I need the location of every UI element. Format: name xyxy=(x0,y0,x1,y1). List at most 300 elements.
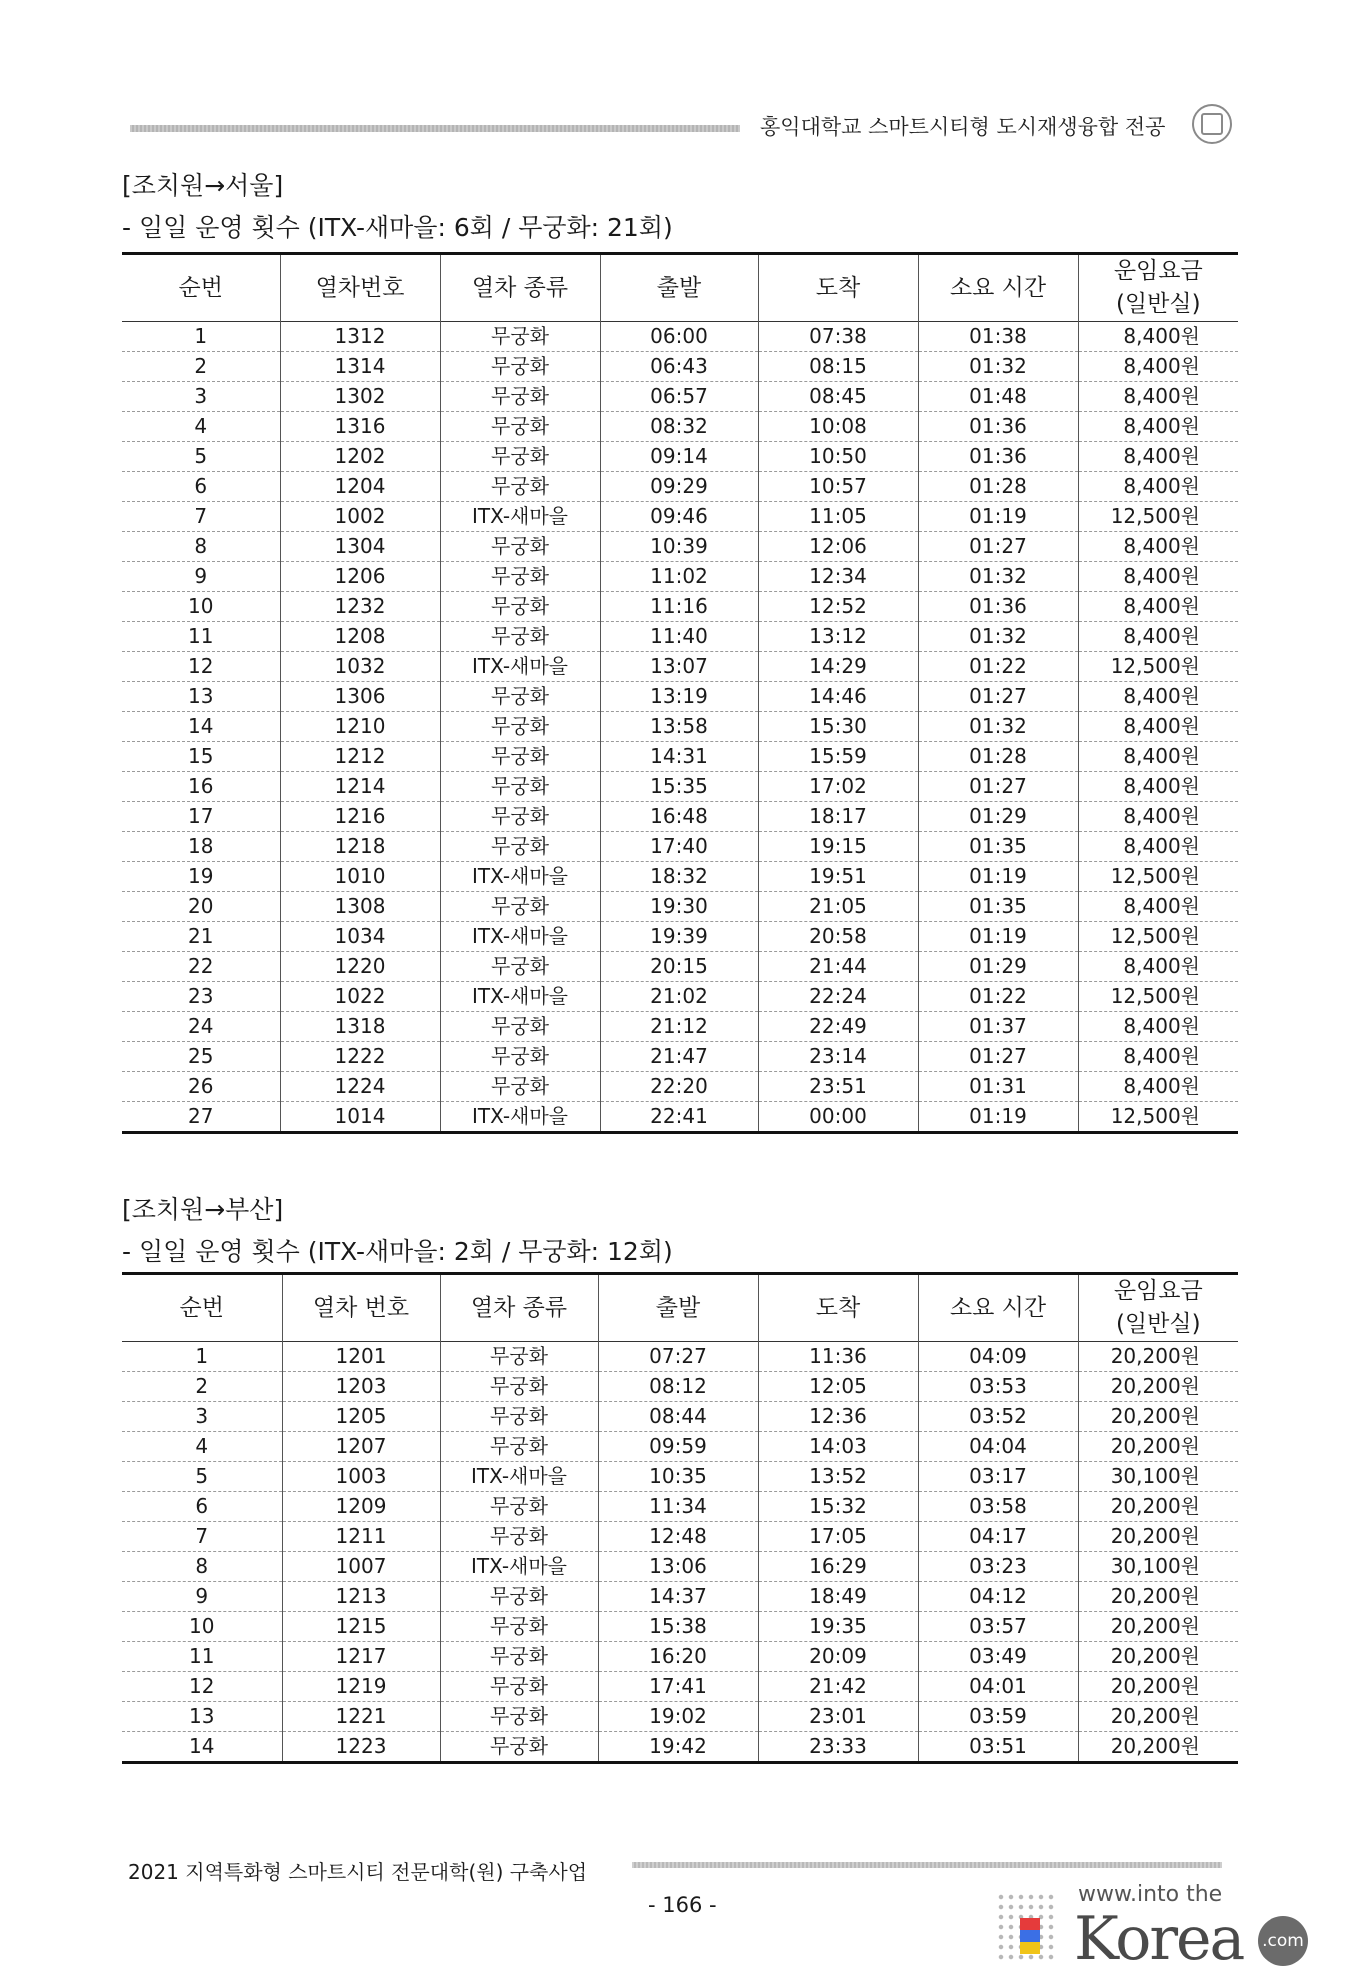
table-cell: ITX-새마을 xyxy=(440,652,600,682)
table-cell: 24 xyxy=(188,1014,214,1038)
table-cell: 03:17 xyxy=(918,1462,1078,1492)
table-cell: 2 xyxy=(194,354,208,378)
table-cell: 8,400원 xyxy=(1078,532,1238,562)
table-cell: 8,400원 xyxy=(1078,952,1238,982)
table-cell: 11:40 xyxy=(600,622,758,652)
table-cell: 12:06 xyxy=(758,532,918,562)
table-cell: 8,400원 xyxy=(1078,352,1238,382)
table-cell: 4 xyxy=(194,414,208,438)
table-cell: 11:05 xyxy=(758,502,918,532)
table-cell: 8,400원 xyxy=(1078,772,1238,802)
table-cell: 15:59 xyxy=(758,742,918,772)
table-cell: 17:40 xyxy=(600,832,758,862)
table-cell: 04:12 xyxy=(918,1582,1078,1612)
table-cell: 01:29 xyxy=(918,952,1078,982)
table-cell: 1208 xyxy=(280,622,440,652)
table-cell: 13:58 xyxy=(600,712,758,742)
table-cell: ITX-새마을 xyxy=(440,502,600,532)
table-cell: 23:01 xyxy=(758,1702,918,1732)
table-cell: 1206 xyxy=(280,562,440,592)
column-header: 열차 번호 xyxy=(282,1274,440,1342)
table-cell: 16:29 xyxy=(758,1552,918,1582)
table-cell: 20,200원 xyxy=(1078,1702,1238,1732)
table-cell: 12,500원 xyxy=(1078,862,1238,892)
table-cell: 01:36 xyxy=(918,412,1078,442)
table-cell: 01:32 xyxy=(918,562,1078,592)
watermark-big-text: Korea xyxy=(1074,1904,1244,1974)
table-cell: 06:57 xyxy=(600,382,758,412)
table-cell: 30,100원 xyxy=(1078,1552,1238,1582)
table-cell: 27 xyxy=(188,1104,214,1128)
footer-rule xyxy=(632,1862,1222,1868)
table-row xyxy=(122,622,1238,652)
table-cell: 08:15 xyxy=(758,352,918,382)
table-cell: 무궁화 xyxy=(440,1072,600,1102)
table-cell: 01:28 xyxy=(918,472,1078,502)
table-cell: 08:44 xyxy=(598,1402,758,1432)
table-cell: 01:28 xyxy=(918,742,1078,772)
table-cell: 21:47 xyxy=(600,1042,758,1072)
page-number: - 166 - xyxy=(648,1893,717,1917)
table-cell: 03:57 xyxy=(918,1612,1078,1642)
table-cell: 1232 xyxy=(280,592,440,622)
table-row xyxy=(122,742,1238,772)
table-row xyxy=(122,1402,1238,1432)
busan-schedule-table xyxy=(122,1272,1238,1764)
table-cell: 1222 xyxy=(280,1042,440,1072)
table-cell: 20,200원 xyxy=(1078,1432,1238,1462)
table-cell: 무궁화 xyxy=(440,1432,598,1462)
table-cell: 15:32 xyxy=(758,1492,918,1522)
table-cell: ITX-새마을 xyxy=(440,862,600,892)
table-row xyxy=(122,772,1238,802)
table-cell: 04:04 xyxy=(918,1432,1078,1462)
fare-header-label: 운임요금 xyxy=(1113,258,1203,284)
column-header: 출발 xyxy=(598,1274,758,1342)
table-row xyxy=(122,1702,1238,1732)
table-cell: 1203 xyxy=(282,1372,440,1402)
table-cell: 8,400원 xyxy=(1078,472,1238,502)
table-cell: 9 xyxy=(195,1584,209,1608)
table-cell: 01:19 xyxy=(918,1102,1078,1133)
table-row xyxy=(122,1582,1238,1612)
table-cell: 1010 xyxy=(280,862,440,892)
table-cell: 22:41 xyxy=(600,1102,758,1133)
table-cell: 1205 xyxy=(282,1402,440,1432)
table-cell: 20,200원 xyxy=(1078,1642,1238,1672)
table-cell: 1213 xyxy=(282,1582,440,1612)
table-cell: 13:12 xyxy=(758,622,918,652)
table-cell: 07:27 xyxy=(598,1342,758,1372)
table-row xyxy=(122,982,1238,1012)
table-cell: 01:19 xyxy=(918,922,1078,952)
table-cell: 무궁화 xyxy=(440,682,600,712)
table-cell: 무궁화 xyxy=(440,1492,598,1522)
table-cell: 20:58 xyxy=(758,922,918,952)
table-row xyxy=(122,832,1238,862)
table-cell: 1218 xyxy=(280,832,440,862)
table-cell: 3 xyxy=(195,1404,209,1428)
table-cell: 8,400원 xyxy=(1078,382,1238,412)
table-cell: 1316 xyxy=(280,412,440,442)
table-cell: 01:29 xyxy=(918,802,1078,832)
seoul-table-body xyxy=(122,322,1238,1133)
column-header: 열차 종류 xyxy=(440,1274,598,1342)
table-cell: 14:37 xyxy=(598,1582,758,1612)
table-row xyxy=(122,1672,1238,1702)
table-row xyxy=(122,472,1238,502)
table-cell: 1224 xyxy=(280,1072,440,1102)
table-cell: 11:36 xyxy=(758,1342,918,1372)
table-cell: 20,200원 xyxy=(1078,1732,1238,1763)
seoul-schedule-table xyxy=(122,252,1238,1134)
table-row xyxy=(122,1102,1238,1133)
table-cell: 09:14 xyxy=(600,442,758,472)
table-cell: 5 xyxy=(194,444,208,468)
table-header-row xyxy=(122,1274,1238,1342)
table-cell: 01:27 xyxy=(918,772,1078,802)
table-cell: 23:33 xyxy=(758,1732,918,1763)
table-cell: 1032 xyxy=(280,652,440,682)
table-cell: 1216 xyxy=(280,802,440,832)
table-cell: 14:03 xyxy=(758,1432,918,1462)
table-cell: 무궁화 xyxy=(440,832,600,862)
table-row xyxy=(122,382,1238,412)
table-cell: 01:38 xyxy=(918,322,1078,352)
table-cell: 12:34 xyxy=(758,562,918,592)
table-cell: 01:31 xyxy=(918,1072,1078,1102)
table-cell: 8,400원 xyxy=(1078,562,1238,592)
table-cell: 12:36 xyxy=(758,1402,918,1432)
table-row xyxy=(122,352,1238,382)
table-row xyxy=(122,1732,1238,1763)
table-cell: 1214 xyxy=(280,772,440,802)
table-cell: 무궁화 xyxy=(440,1702,598,1732)
table-cell: 무궁화 xyxy=(440,1732,598,1763)
table-cell: 01:36 xyxy=(918,442,1078,472)
fare-header-sub: (일반실) xyxy=(1115,1311,1201,1337)
table-cell: 1212 xyxy=(280,742,440,772)
table-cell: 10:57 xyxy=(758,472,918,502)
table-cell: 1014 xyxy=(280,1102,440,1133)
table-cell: 12:05 xyxy=(758,1372,918,1402)
table-cell: 무궁화 xyxy=(440,952,600,982)
table-cell: 무궁화 xyxy=(440,442,600,472)
table-cell: 20,200원 xyxy=(1078,1672,1238,1702)
table-cell: 10:08 xyxy=(758,412,918,442)
table-cell: 01:36 xyxy=(918,592,1078,622)
table-cell: 5 xyxy=(195,1464,209,1488)
table-cell: 04:01 xyxy=(918,1672,1078,1702)
table-cell: 19 xyxy=(188,864,214,888)
table-cell: 11 xyxy=(189,1644,215,1668)
table-cell: 8,400원 xyxy=(1078,442,1238,472)
watermark-suffix: .com xyxy=(1258,1916,1308,1966)
table-row xyxy=(122,442,1238,472)
busan-section-title: [조치원→부산] xyxy=(122,1195,284,1224)
table-cell: 무궁화 xyxy=(440,1522,598,1552)
table-row xyxy=(122,892,1238,922)
table-cell: 12,500원 xyxy=(1078,652,1238,682)
table-cell: 6 xyxy=(195,1494,209,1518)
table-cell: 무궁화 xyxy=(440,892,600,922)
table-row xyxy=(122,1492,1238,1522)
table-cell: 11 xyxy=(188,624,214,648)
table-cell: 8,400원 xyxy=(1078,1042,1238,1072)
table-cell: 12,500원 xyxy=(1078,1102,1238,1133)
column-header: 도착 xyxy=(758,254,918,322)
table-cell: 1308 xyxy=(280,892,440,922)
table-cell: 18:32 xyxy=(600,862,758,892)
table-cell: 1210 xyxy=(280,712,440,742)
table-cell: 1211 xyxy=(282,1522,440,1552)
table-row xyxy=(122,952,1238,982)
table-cell: 12,500원 xyxy=(1078,502,1238,532)
table-cell: 1223 xyxy=(282,1732,440,1763)
table-cell: 03:59 xyxy=(918,1702,1078,1732)
table-cell: 03:58 xyxy=(918,1492,1078,1522)
table-cell: 1002 xyxy=(280,502,440,532)
table-cell: 12:48 xyxy=(598,1522,758,1552)
table-cell: 무궁화 xyxy=(440,1582,598,1612)
table-cell: 01:32 xyxy=(918,712,1078,742)
table-cell: 22:24 xyxy=(758,982,918,1012)
table-cell: 09:46 xyxy=(600,502,758,532)
table-cell: 26 xyxy=(188,1074,214,1098)
table-cell: 8 xyxy=(195,1554,209,1578)
table-cell: 1022 xyxy=(280,982,440,1012)
table-cell: 21:02 xyxy=(600,982,758,1012)
column-header: 순번 xyxy=(178,274,223,301)
table-cell: 20,200원 xyxy=(1078,1522,1238,1552)
table-cell: 1304 xyxy=(280,532,440,562)
table-cell: 23:14 xyxy=(758,1042,918,1072)
table-cell: 1215 xyxy=(282,1612,440,1642)
table-cell: 20 xyxy=(188,894,214,918)
table-row xyxy=(122,1042,1238,1072)
table-cell: 8 xyxy=(194,534,208,558)
table-row xyxy=(122,1432,1238,1462)
table-cell: 1034 xyxy=(280,922,440,952)
table-cell: 무궁화 xyxy=(440,532,600,562)
table-cell: 1 xyxy=(194,324,208,348)
table-cell: 19:35 xyxy=(758,1612,918,1642)
table-cell: 10 xyxy=(189,1614,215,1638)
table-cell: 무궁화 xyxy=(440,1672,598,1702)
table-cell: 19:02 xyxy=(598,1702,758,1732)
table-cell: 06:43 xyxy=(600,352,758,382)
table-cell: 01:48 xyxy=(918,382,1078,412)
table-row xyxy=(122,682,1238,712)
table-cell: 1207 xyxy=(282,1432,440,1462)
header-rule xyxy=(130,125,740,132)
column-header: 출발 xyxy=(600,254,758,322)
table-cell: 14:31 xyxy=(600,742,758,772)
table-cell: 6 xyxy=(194,474,208,498)
table-row xyxy=(122,1342,1238,1372)
table-cell: 1312 xyxy=(280,322,440,352)
table-row xyxy=(122,592,1238,622)
table-cell: 01:32 xyxy=(918,622,1078,652)
table-cell: 17 xyxy=(188,804,214,828)
table-cell: 무궁화 xyxy=(440,1042,600,1072)
table-cell: 20:15 xyxy=(600,952,758,982)
table-cell: ITX-새마을 xyxy=(440,1552,598,1582)
table-cell: 30,100원 xyxy=(1078,1462,1238,1492)
flag-stripe-icon xyxy=(1020,1918,1040,1954)
table-cell: 01:32 xyxy=(918,352,1078,382)
table-row xyxy=(122,1522,1238,1552)
table-cell: 21:05 xyxy=(758,892,918,922)
table-cell: 11:16 xyxy=(600,592,758,622)
watermark-small-text: www.into the xyxy=(1078,1882,1223,1907)
table-cell: 09:29 xyxy=(600,472,758,502)
table-cell: 20,200원 xyxy=(1078,1582,1238,1612)
column-header: 소요 시간 xyxy=(918,1274,1078,1342)
table-cell: 06:00 xyxy=(600,322,758,352)
table-header-row xyxy=(122,254,1238,322)
table-cell: 13:19 xyxy=(600,682,758,712)
table-cell: 무궁화 xyxy=(440,802,600,832)
column-header: 소요 시간 xyxy=(918,254,1078,322)
table-cell: 1209 xyxy=(282,1492,440,1522)
table-cell: 8,400원 xyxy=(1078,592,1238,622)
table-cell: 8,400원 xyxy=(1078,802,1238,832)
table-cell: 20,200원 xyxy=(1078,1492,1238,1522)
table-cell: 7 xyxy=(195,1524,209,1548)
table-cell: 01:19 xyxy=(918,862,1078,892)
table-cell: 1003 xyxy=(282,1462,440,1492)
table-cell: 8,400원 xyxy=(1078,892,1238,922)
column-header-fare xyxy=(1078,1274,1238,1342)
table-cell: 무궁화 xyxy=(440,742,600,772)
table-cell: 무궁화 xyxy=(440,1342,598,1372)
table-cell: 04:17 xyxy=(918,1522,1078,1552)
table-cell: 23:51 xyxy=(758,1072,918,1102)
table-cell: 13 xyxy=(188,684,214,708)
table-cell: 11:34 xyxy=(598,1492,758,1522)
table-cell: 03:53 xyxy=(918,1372,1078,1402)
table-cell: 18 xyxy=(188,834,214,858)
table-cell: 무궁화 xyxy=(440,1402,598,1432)
table-cell: ITX-새마을 xyxy=(440,1462,598,1492)
table-cell: 무궁화 xyxy=(440,622,600,652)
table-cell: 15:38 xyxy=(598,1612,758,1642)
table-cell: 무궁화 xyxy=(440,382,600,412)
table-row xyxy=(122,1012,1238,1042)
busan-section-subtitle: - 일일 운영 횟수 (ITX-새마을: 2회 / 무궁화: 12회) xyxy=(122,1237,673,1266)
column-header: 열차번호 xyxy=(280,254,440,322)
table-cell: 무궁화 xyxy=(440,772,600,802)
busan-table-body xyxy=(122,1342,1238,1763)
table-row xyxy=(122,532,1238,562)
table-cell: 19:39 xyxy=(600,922,758,952)
table-row xyxy=(122,1072,1238,1102)
table-cell: 2 xyxy=(195,1374,209,1398)
watermark-logo xyxy=(996,1882,1316,1974)
table-cell: 22:20 xyxy=(600,1072,758,1102)
table-cell: 1219 xyxy=(282,1672,440,1702)
table-cell: 20:09 xyxy=(758,1642,918,1672)
column-header: 순번 xyxy=(179,1294,224,1321)
table-cell: 19:51 xyxy=(758,862,918,892)
table-cell: 16:48 xyxy=(600,802,758,832)
table-cell: 12 xyxy=(189,1674,215,1698)
table-cell: 1314 xyxy=(280,352,440,382)
table-cell: 13:07 xyxy=(600,652,758,682)
table-cell: 18:17 xyxy=(758,802,918,832)
table-cell: 8,400원 xyxy=(1078,1072,1238,1102)
table-row xyxy=(122,712,1238,742)
table-cell: 1302 xyxy=(280,382,440,412)
table-cell: 01:27 xyxy=(918,1042,1078,1072)
seoul-section-subtitle: - 일일 운영 횟수 (ITX-새마을: 6회 / 무궁화: 21회) xyxy=(122,213,673,242)
table-row xyxy=(122,1642,1238,1672)
table-cell: 무궁화 xyxy=(440,562,600,592)
table-cell: 12,500원 xyxy=(1078,982,1238,1012)
fare-header-label: 운임요금 xyxy=(1113,1278,1203,1304)
table-cell: 20,200원 xyxy=(1078,1402,1238,1432)
table-cell: 1306 xyxy=(280,682,440,712)
table-cell: 08:45 xyxy=(758,382,918,412)
column-header-fare xyxy=(1078,254,1238,322)
table-cell: 7 xyxy=(194,504,208,528)
table-cell: 16 xyxy=(188,774,214,798)
table-cell: 01:35 xyxy=(918,892,1078,922)
table-row xyxy=(122,1552,1238,1582)
table-cell: 8,400원 xyxy=(1078,412,1238,442)
table-cell: 13 xyxy=(189,1704,215,1728)
table-cell: 1204 xyxy=(280,472,440,502)
table-cell: 무궁화 xyxy=(440,1012,600,1042)
footer-text: 2021 지역특화형 스마트시티 전문대학(원) 구축사업 xyxy=(128,1860,588,1884)
table-row xyxy=(122,502,1238,532)
table-cell: 08:12 xyxy=(598,1372,758,1402)
table-row xyxy=(122,562,1238,592)
table-cell: 1 xyxy=(195,1344,209,1368)
table-cell: 21 xyxy=(188,924,214,948)
table-cell: 01:37 xyxy=(918,1012,1078,1042)
table-row xyxy=(122,412,1238,442)
table-cell: 12,500원 xyxy=(1078,922,1238,952)
table-row xyxy=(122,922,1238,952)
table-cell: 무궁화 xyxy=(440,712,600,742)
table-cell: 20,200원 xyxy=(1078,1342,1238,1372)
table-cell: 21:42 xyxy=(758,1672,918,1702)
table-cell: 15:35 xyxy=(600,772,758,802)
table-cell: 01:35 xyxy=(918,832,1078,862)
table-cell: 01:27 xyxy=(918,532,1078,562)
header-title: 홍익대학교 스마트시티형 도시재생융합 전공 xyxy=(760,115,1166,139)
table-cell: 12 xyxy=(188,654,214,678)
table-cell: 8,400원 xyxy=(1078,622,1238,652)
table-cell: 14 xyxy=(189,1734,215,1758)
table-cell: 8,400원 xyxy=(1078,322,1238,352)
table-cell: ITX-새마을 xyxy=(440,982,600,1012)
column-header: 도착 xyxy=(758,1274,918,1342)
table-cell: 1202 xyxy=(280,442,440,472)
table-cell: 14:29 xyxy=(758,652,918,682)
column-header: 열차 종류 xyxy=(440,254,600,322)
table-cell: 08:32 xyxy=(600,412,758,442)
table-cell: 10:35 xyxy=(598,1462,758,1492)
table-cell: 01:19 xyxy=(918,502,1078,532)
table-cell: 14 xyxy=(188,714,214,738)
table-cell: 00:00 xyxy=(758,1102,918,1133)
table-cell: 8,400원 xyxy=(1078,832,1238,862)
table-cell: 8,400원 xyxy=(1078,742,1238,772)
table-cell: 25 xyxy=(188,1044,214,1068)
